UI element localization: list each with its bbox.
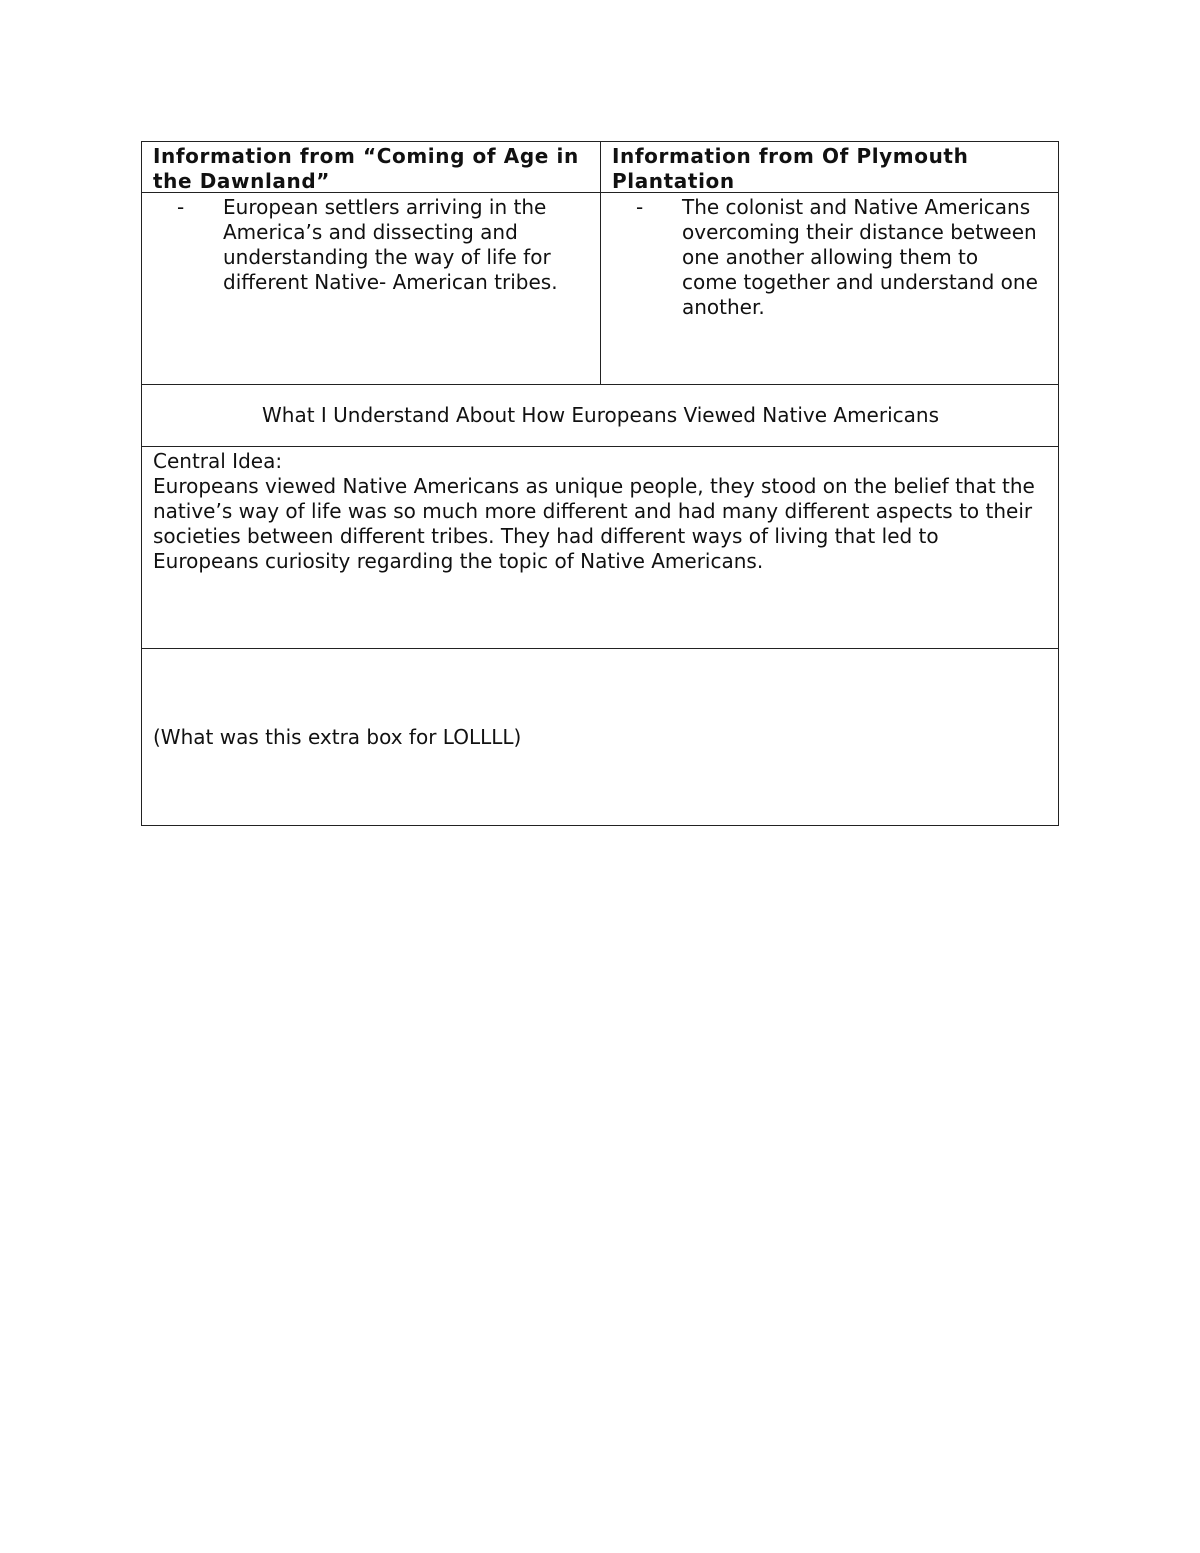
central-idea-row [142,447,1058,649]
notes-table [141,141,1059,826]
header-left: Information from “Coming of Age in the Dawnland” [142,142,601,192]
right-bullet-text: The colonist and Native Americans overcoming their distance between one another allowing them to come together and understand one another. [682,195,1038,319]
section-title-row [142,385,1058,447]
header-right: Information from Of Plymouth Plantation [612,144,969,193]
central-idea-label: Central Idea: [153,449,283,473]
left-notes-cell [142,193,601,384]
header-row [142,142,1058,193]
list-item [612,195,1048,320]
list-item [153,195,590,295]
left-bullet-text: European settlers arriving in the America’s and dissecting and understanding the way of life for different Native- American tribes. [223,195,558,294]
bullet-dash: - [636,195,644,219]
central-idea-text: Europeans viewed Native Americans as unique people, they stood on the belief that the native’s way of life was so much more different and had many different aspects to their societies between different tribes. They had different ways of living that led to Europeans curiosity regarding the topic of Native Americans. [153,474,1035,573]
right-notes-cell [601,193,1058,384]
bullet-dash: - [177,195,185,219]
extra-box-row [142,649,1058,825]
extra-box-text: (What was this extra box for LOLLLL) [153,725,522,749]
central-idea-cell [142,447,1058,648]
bullets-row [142,193,1058,385]
section-title: What I Understand About How Europeans Viewed Native Americans [262,403,939,427]
